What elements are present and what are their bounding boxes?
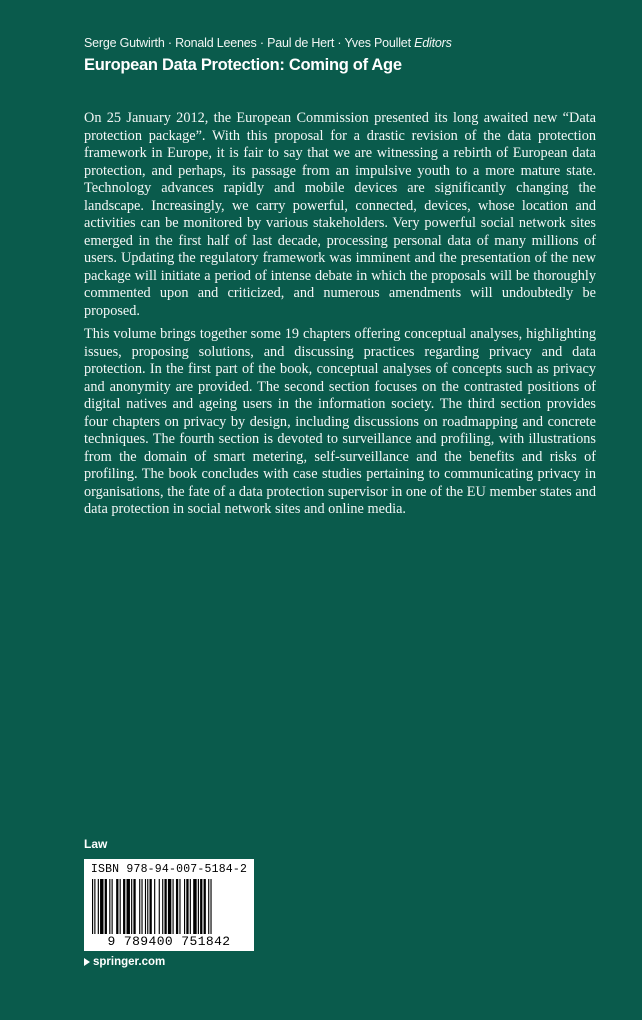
barcode-bar xyxy=(131,879,132,935)
barcode-bar xyxy=(141,879,142,935)
barcode-bar xyxy=(139,879,140,935)
barcode-bar xyxy=(176,879,178,935)
barcode-bar xyxy=(109,879,110,935)
publisher-url[interactable]: springer.com xyxy=(93,956,166,968)
barcode-bar xyxy=(184,879,185,935)
barcode-bar xyxy=(100,879,103,935)
barcode-bar xyxy=(94,879,95,935)
description-paragraph-1: On 25 January 2012, the European Commission presented its long awaited new “Data protection package”. With this proposal for a drastic revision of the data protection framework in Europe, it is fair to say that we are witnessing a rebirth of European data protection, and perhaps, its passage from an impulsive youth to a more mature state. Technology advances rapidly and mobile devices are significantly changing the landscape. Increasingly, we carry powerful, connected, devices, whose location and activities can be monitored by various stakeholders. Very powerful social network sites emerged in the first half of last decade, processing personal data of many millions of users. Updating the regulatory framework was imminent and the presentation of the new package will initiate a period of intense debate in which the proposals will be thoroughly commented upon and criticized, and numerous amendments will undoubtedly be proposed. xyxy=(84,110,596,319)
subject-category: Law xyxy=(84,837,108,851)
barcode-bar xyxy=(145,879,146,935)
barcode-bar xyxy=(127,879,130,935)
isbn-barcode xyxy=(84,859,254,951)
barcode-bar xyxy=(168,879,171,935)
publisher-link[interactable] xyxy=(84,956,165,968)
barcode-bar xyxy=(154,879,155,935)
book-title: European Data Protection: Coming of Age xyxy=(84,56,402,74)
description-paragraph-2: This volume brings together some 19 chapters offering conceptual analyses, highlighting issues, proposing solutions, and discussing practices regarding privacy and data protection. In the first part of the book, conceptual analyses of concepts such as privacy and anonymity are provided. The second section focuses on the contrasted positions of digital natives and ageing users in the information society. The third section provides four chapters on privacy by design, including discussions on roadmapping and concrete techniques. The fourth section is devoted to surveillance and profiling, with illustrations from the domain of smart metering, self-surveillance and the benefits and risks of profiling. The book concludes with case studies pertaining to communicating privacy in organisations, the fate of a data protection supervisor in one of the EU member states and data protection in social network sites and online media. xyxy=(84,326,596,517)
editors-role: Editors xyxy=(414,36,452,50)
barcode-bar xyxy=(150,879,152,935)
barcode-bar xyxy=(190,879,191,935)
barcode-bar xyxy=(162,879,163,935)
barcode-bar xyxy=(98,879,99,935)
editors-names: Serge Gutwirth · Ronald Leenes · Paul de Hert · Yves Poullet xyxy=(84,36,411,50)
barcode-bar xyxy=(200,879,202,935)
barcode-bar xyxy=(193,879,196,935)
barcode-bar xyxy=(208,879,209,935)
barcode-bar xyxy=(112,879,113,935)
right-triangle-icon xyxy=(84,958,90,966)
barcode-digits: 9 789400 751842 xyxy=(88,934,250,949)
isbn-number: ISBN 978-94-007-5184-2 xyxy=(90,863,248,876)
barcode-bar xyxy=(123,879,125,935)
barcode-bar xyxy=(147,879,148,935)
barcode-bar xyxy=(179,879,180,935)
barcode-bar xyxy=(173,879,174,935)
barcode-bar xyxy=(133,879,135,935)
book-description xyxy=(84,110,596,525)
barcode-bar xyxy=(92,879,93,935)
barcode-bar xyxy=(204,879,206,935)
barcode-bar xyxy=(105,879,107,935)
barcode-bar xyxy=(159,879,160,935)
barcode-bar xyxy=(186,879,188,935)
barcode-bar xyxy=(120,879,121,935)
editors-line xyxy=(84,36,452,50)
barcode-bar xyxy=(116,879,118,935)
barcode-bar xyxy=(210,879,211,935)
barcode-bar xyxy=(164,879,166,935)
barcode-bar xyxy=(198,879,199,935)
barcode-bars xyxy=(90,879,248,935)
